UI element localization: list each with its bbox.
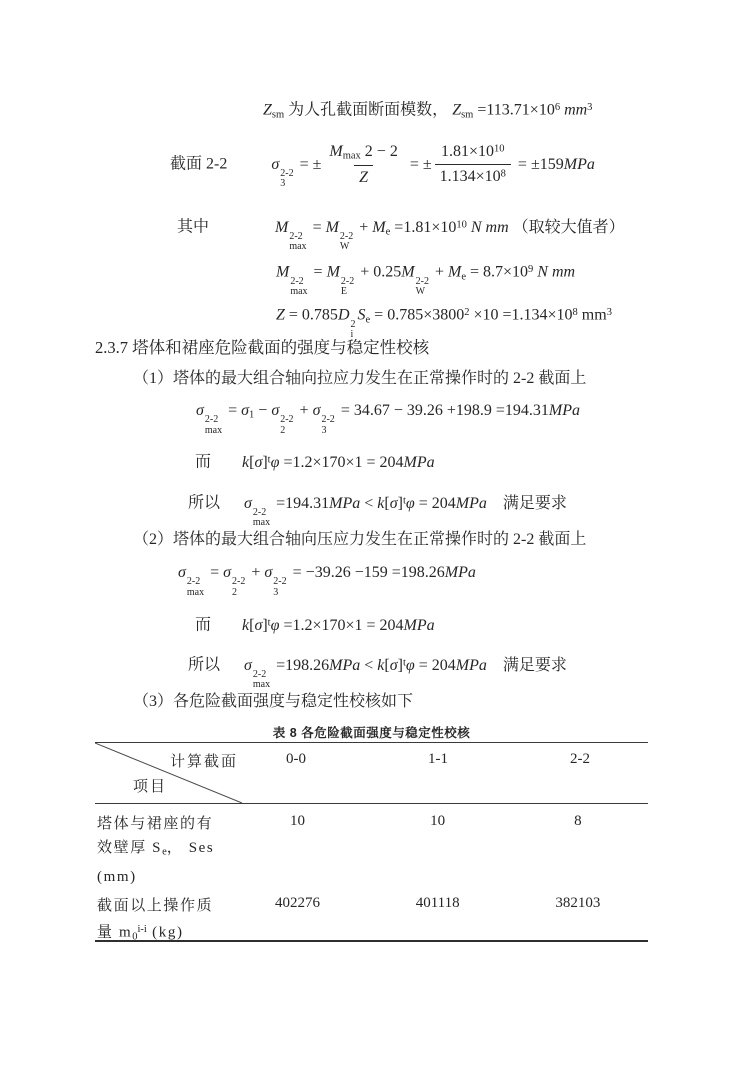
- math-token: <: [360, 494, 378, 512]
- table-8: [95, 742, 648, 942]
- math-token: （取较大值者）: [508, 218, 625, 236]
- math-token: [435, 142, 511, 187]
- item2-conclusion-formula: [244, 656, 567, 691]
- math-token: =: [309, 263, 327, 281]
- subscript: max: [252, 517, 271, 529]
- math-token: φ: [405, 494, 415, 512]
- subscript: max: [289, 241, 307, 253]
- math-token: = 204: [414, 494, 456, 512]
- math-token: 10: [456, 219, 467, 230]
- math-token: Z: [452, 101, 462, 119]
- math-token: sm: [271, 109, 285, 121]
- math-token: Z: [263, 101, 272, 119]
- superscript: 2-2: [186, 576, 201, 588]
- math-token: σ: [271, 155, 280, 173]
- fraction-numerator: [436, 142, 510, 164]
- superscript: 2-2: [280, 167, 294, 179]
- math-token: =1.2×170×1 = 204: [279, 616, 404, 634]
- cell-value: 382103: [555, 895, 601, 911]
- among-row: [177, 212, 625, 253]
- mmax-quake-formula: [276, 257, 575, 298]
- math-token: −: [254, 402, 272, 419]
- superscript: 2: [350, 318, 356, 330]
- subscript: max: [290, 286, 308, 298]
- math-token: ]: [397, 656, 403, 674]
- math-token: 6: [554, 102, 561, 113]
- math-token: 1.81×10: [441, 143, 495, 161]
- math-token: [416, 277, 429, 298]
- subscript: 2: [232, 586, 238, 598]
- math-token: φ: [270, 453, 280, 471]
- math-token: =198.26: [272, 656, 330, 674]
- math-token: = ±: [405, 155, 432, 173]
- subscript: i: [350, 329, 354, 341]
- superscript: 2-2: [290, 275, 304, 287]
- superscript: 2-2: [340, 275, 355, 287]
- math-token: 满足要求: [486, 656, 567, 674]
- math-token: + 0.25: [356, 263, 402, 281]
- math-token: MPa: [329, 656, 361, 674]
- subscript: E: [340, 286, 348, 298]
- math-token: e: [385, 226, 391, 238]
- math-token: 0: [132, 931, 138, 943]
- math-token: σ: [254, 453, 263, 471]
- item2-er-label: 而: [195, 616, 212, 634]
- math-token: N mm: [533, 263, 576, 281]
- math-token: MPa: [563, 155, 595, 173]
- math-token: σ: [389, 494, 398, 512]
- item2-so-row: [188, 650, 567, 691]
- subscript: W: [415, 286, 426, 298]
- math-token: [253, 670, 270, 691]
- superscript: 2-2: [280, 414, 294, 426]
- math-token: ×10 =1.134×10: [469, 306, 573, 324]
- math-token: max: [342, 150, 361, 162]
- subscript: 3: [273, 586, 279, 598]
- table-header-row: [95, 743, 648, 804]
- math-token: sm: [461, 109, 474, 121]
- subscript: max: [186, 586, 205, 598]
- math-token: MPa: [403, 453, 435, 471]
- math-token: σ: [264, 564, 273, 581]
- math-token: =1.2×170×1 = 204: [279, 453, 404, 471]
- corner-label-section: 计算截面: [170, 754, 239, 770]
- math-token: σ: [241, 402, 250, 419]
- math-token: ]: [262, 616, 268, 634]
- subscript: W: [339, 241, 350, 253]
- math-token: = 204: [414, 656, 456, 674]
- subscript: max: [252, 679, 271, 691]
- math-token: 2: [464, 307, 470, 318]
- math-token: +: [355, 218, 373, 236]
- superscript: 2-2: [232, 576, 246, 588]
- math-token: 3: [587, 102, 593, 113]
- math-token: 10: [494, 143, 505, 155]
- item2-sigma-formula: [178, 560, 476, 598]
- math-token: [273, 577, 286, 598]
- math-token: 2 − 2: [360, 143, 398, 160]
- corner-label-item: 项目: [133, 779, 168, 795]
- item1-conclusion-formula: [244, 494, 567, 529]
- math-token: MPa: [455, 656, 487, 674]
- cell-value: 8: [574, 813, 582, 829]
- math-token: mm: [560, 101, 588, 119]
- math-token: [280, 415, 293, 436]
- math-token: =194.31: [272, 494, 330, 512]
- math-token: = 0.785: [284, 306, 338, 324]
- math-token: MPa: [444, 564, 476, 581]
- math-token: [187, 577, 204, 598]
- math-token: σ: [389, 656, 398, 674]
- superscript: 2-2: [339, 230, 354, 242]
- math-token: M: [372, 218, 386, 236]
- math-token: =113.71×10: [473, 101, 555, 119]
- math-token: 塔体与裙座的有效壁厚 S: [97, 816, 214, 856]
- math-token: D: [337, 306, 350, 324]
- math-token: N mm: [466, 218, 509, 236]
- cell-value: 10: [289, 813, 305, 829]
- math-token: MPa: [329, 494, 361, 512]
- row-label-wall-thickness: [95, 804, 227, 895]
- fraction-numerator: [324, 142, 402, 165]
- superscript: 2-2: [415, 275, 429, 287]
- column-header-2-2: 2-2: [570, 751, 590, 767]
- math-token: k: [242, 616, 250, 634]
- math-token: [: [384, 494, 390, 512]
- superscript: 2-2: [204, 414, 219, 426]
- row-label-operating-mass: [95, 886, 227, 955]
- cell-value: 401118: [415, 895, 460, 911]
- math-token: σ: [178, 564, 186, 581]
- math-token: (kg): [146, 924, 184, 941]
- math-token: [232, 577, 245, 598]
- item1-so-label: 所以: [188, 494, 221, 512]
- table-row: [95, 886, 648, 943]
- math-token: σ: [312, 402, 321, 419]
- math-token: =: [224, 402, 242, 419]
- item1-allowable-formula: [242, 454, 435, 471]
- math-token: 8: [572, 307, 578, 318]
- math-token: σ: [244, 494, 252, 512]
- column-header-1-1: 1-1: [428, 751, 448, 767]
- math-token: t: [267, 617, 271, 628]
- math-token: = −39.26 −159 =198.26: [288, 564, 445, 581]
- math-token: [324, 142, 402, 188]
- math-token: S: [357, 306, 366, 324]
- math-token: t: [402, 657, 406, 668]
- subscript: 3: [280, 178, 286, 190]
- math-token: φ: [270, 616, 280, 634]
- math-token: M: [447, 263, 462, 281]
- math-token: k: [242, 453, 250, 471]
- math-token: M: [276, 263, 290, 281]
- item1-er-row: [195, 447, 435, 476]
- math-token: M: [329, 143, 343, 160]
- subscript: max: [204, 424, 223, 436]
- item3-intro: （3）各危险截面强度与稳定性校核如下: [133, 693, 414, 710]
- math-token: e: [162, 846, 167, 858]
- math-token: [290, 277, 307, 298]
- math-token: [340, 232, 353, 253]
- math-token: = 8.7×10: [465, 263, 529, 281]
- item1-so-row: [188, 488, 567, 529]
- subscript: 2: [280, 424, 286, 436]
- math-token: σ: [196, 402, 204, 419]
- math-token: σ: [254, 616, 263, 634]
- math-token: k: [377, 656, 385, 674]
- item1-intro: （1）塔体的最大组合轴向拉应力发生在正常操作时的 2-2 截面上: [133, 370, 587, 387]
- math-token: =: [206, 564, 224, 581]
- math-token: MPa: [455, 494, 487, 512]
- superscript: 2-2: [252, 506, 267, 518]
- math-token: i-i: [137, 924, 147, 935]
- item2-intro: （2）塔体的最大组合轴向压应力发生在正常操作时的 2-2 截面上: [133, 531, 587, 548]
- math-token: = 0.785×3800: [370, 306, 465, 324]
- math-token: 1.134×10: [439, 168, 501, 186]
- item2-er-row: [195, 610, 435, 639]
- math-token: +: [247, 564, 265, 581]
- math-token: +: [430, 263, 448, 281]
- math-token: MPa: [548, 402, 581, 419]
- math-token: =1.81×10: [390, 218, 457, 236]
- cell-value: 10: [430, 813, 446, 829]
- mmax-wind-formula: [275, 218, 625, 253]
- item2-allowable-formula: [242, 617, 435, 634]
- math-token: k: [377, 494, 385, 512]
- math-token: 1: [249, 409, 255, 421]
- cell-value: 402276: [274, 895, 320, 911]
- math-token: [205, 415, 222, 436]
- section-2-2-label: 截面 2-2: [170, 155, 228, 173]
- math-token: = 34.67 − 39.26 +198.9 =194.31: [336, 402, 549, 419]
- math-token: e: [461, 271, 466, 283]
- math-token: 为人孔截面断面模数，: [284, 101, 453, 119]
- math-token: MPa: [403, 616, 435, 634]
- math-token: 9: [528, 264, 534, 275]
- math-token: =: [308, 218, 326, 236]
- math-token: ]: [262, 453, 268, 471]
- column-header-0-0: 0-0: [286, 751, 306, 767]
- math-token: [253, 508, 270, 529]
- math-token: [341, 277, 354, 298]
- math-token: [: [249, 453, 255, 471]
- math-token: t: [267, 454, 271, 465]
- math-token: M: [326, 263, 340, 281]
- math-token: mm: [577, 306, 607, 324]
- section-heading: 2.3.7 塔体和裙座危险截面的强度与稳定性校核: [95, 338, 430, 357]
- superscript: 2-2: [273, 576, 287, 588]
- math-token: Z: [359, 168, 369, 186]
- section-2-2-row: [170, 142, 595, 190]
- math-token: M: [275, 218, 289, 236]
- table-caption: 表 8 各危险截面强度与稳定性校核: [272, 726, 471, 740]
- math-token: M: [401, 263, 415, 281]
- math-token: 截面以上操作质量 m: [97, 898, 214, 941]
- math-token: +: [295, 402, 313, 419]
- math-token: σ: [271, 402, 280, 419]
- superscript: 2-2: [321, 414, 335, 426]
- math-token: t: [402, 495, 406, 506]
- math-token: = ±: [295, 155, 322, 173]
- math-token: σ: [223, 564, 232, 581]
- math-token: 满足要求: [486, 494, 567, 512]
- math-token: M: [325, 218, 339, 236]
- math-token: [: [384, 656, 390, 674]
- math-token: ]: [397, 494, 403, 512]
- math-token: [: [249, 616, 255, 634]
- math-token: = ±159: [513, 155, 564, 173]
- math-token: [321, 415, 334, 436]
- math-token: φ: [405, 656, 415, 674]
- superscript: 2-2: [252, 668, 267, 680]
- math-token: 3: [606, 307, 612, 318]
- math-token: 8: [500, 168, 506, 180]
- superscript: 2-2: [289, 230, 303, 242]
- math-token: ， Ses (mm): [97, 840, 215, 885]
- math-token: e: [365, 314, 371, 326]
- item1-er-label: 而: [195, 453, 212, 471]
- math-token: σ: [244, 656, 252, 674]
- math-token: <: [360, 656, 378, 674]
- item1-sigma-formula: [196, 398, 580, 436]
- zsm-intro-line: [263, 95, 592, 128]
- among-label: 其中: [177, 218, 210, 236]
- math-token: [280, 169, 293, 190]
- math-token: Z: [276, 306, 285, 324]
- subscript: 3: [321, 424, 327, 436]
- fraction-denominator: [354, 165, 373, 188]
- fraction-denominator: [435, 164, 511, 187]
- item2-so-label: 所以: [188, 656, 221, 674]
- math-token: [289, 232, 306, 253]
- table-row: [95, 804, 648, 886]
